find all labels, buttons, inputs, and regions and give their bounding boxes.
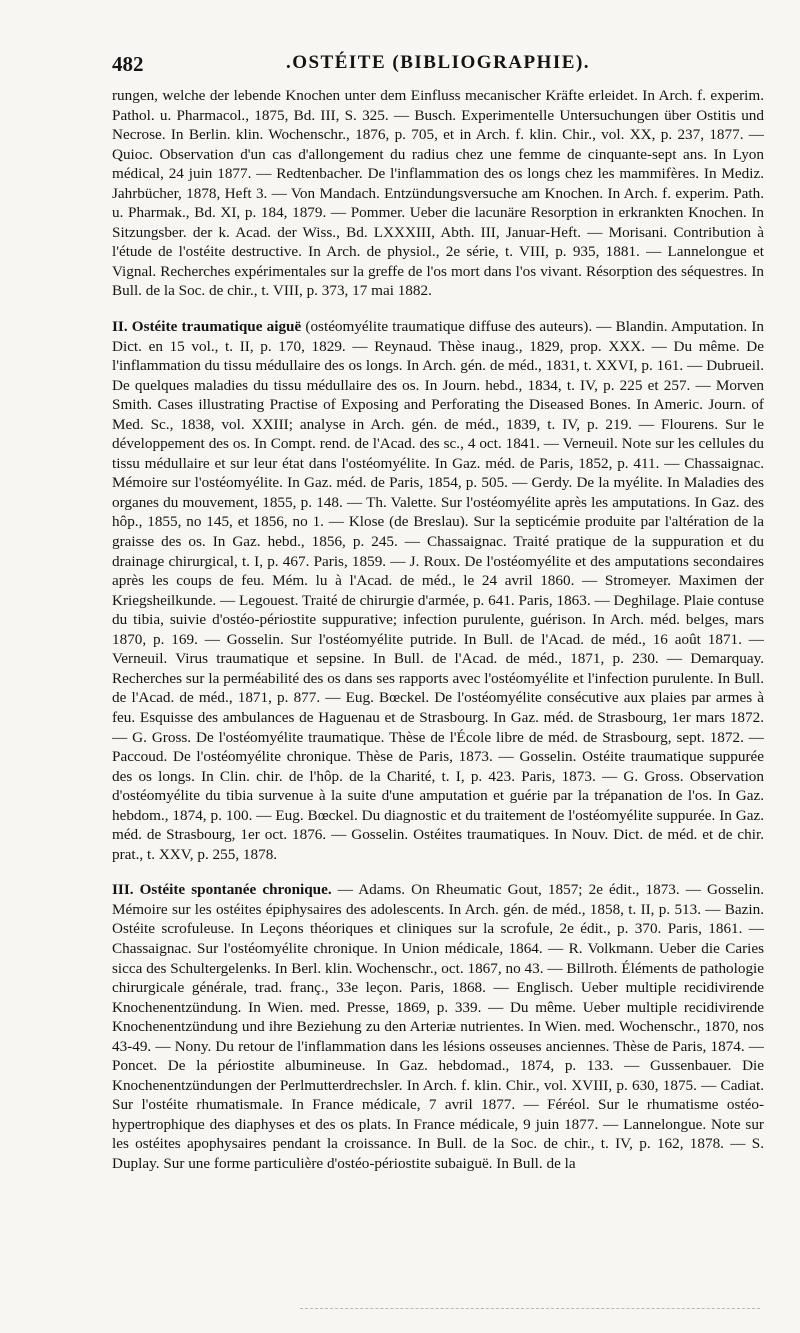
page-header	[112, 52, 764, 82]
paragraph-text: rungen, welche der lebende Knochen unter dem Einfluss mecanischer Kräfte erleidet. In Arch. f. experim. Pathol. u. Pharmacol., 1875, Bd. III, S. 325. — Busch. Experimentelle Untersuchungen über Ostitis und Necrose. In Berlin. klin. Wochenschr., 1876, p. 705, et in Arch. f. klin. Chir., vol. XX, p. 237, 1877. — Quioc. Observation d'un cas d'allongement du radius chez une femme de cinquante-sept ans. In Lyon médical, 24 juin 1877. — Redtenbacher. De l'inflammation des os longs chez les mammifères. In Mediz. Jahrbücher, 1878, Heft 3. — Von Mandach. Entzündungsversuche am Knochen. In Arch. f. experim. Path. u. Pharmak., Bd. XI, p. 184, 1879. — Pommer. Ueber die lacunäre Resorption in erkrankten Knochen. In Sitzungsber. der k. Acad. der Wiss., Bd. LXXXIII, Abth. III, Januar-Heft. — Morisani. Contribution à l'étude de l'ostéite destructive. In Arch. de physiol., 2e série, t. VIII, p. 935, 1881. — Lannelongue et Vignal. Recherches expérimentales sur la greffe de l'os mort dans l'os vivant. Résorption des séquestres. In Bull. de la Soc. de chir., t. VIII, p. 373, 17 mai 1882.	[112, 87, 764, 300]
bibliography-text	[112, 86, 764, 1174]
footer-rule	[300, 1308, 760, 1310]
section-heading: II. Ostéite traumatique aiguë	[112, 318, 306, 336]
section-traumatic-acute	[112, 317, 764, 864]
paragraph-text: — Adams. On Rheumatic Gout, 1857; 2e édit., 1873. — Gosselin. Mémoire sur les ostéites épiphysaires des adolescents. In Arch. gén. de méd., 1858, t. II, p. 513. — Bazin. Ostéite scrofuleuse. In Leçons théoriques et cliniques sur la scrofule, 2e édit., p. 370. Paris, 1861. — Chassaignac. Sur l'ostéomyélite chronique. In Union médicale, 1864. — R. Volkmann. Ueber die Caries sicca des Schultergelenks. In Berl. klin. Wochenschr., oct. 1867, no 43. — Billroth. Éléments de pathologie chirurgicale générale, trad. franç., 33e leçon. Paris, 1868. — Englisch. Ueber multiple recidivirende Knochenentzündung. In Wien. med. Presse, 1869, p. 339. — Du même. Ueber multiple recidivirende Knochenentzündung und ihre Beziehung zu den Arteriæ nutrientes. In Wien. med. Wochenschr., 1870, nos 43-49. — Nony. Du retour de l'inflammation dans les lésions osseuses anciennes. Thèse de Paris, 1874. — Poncet. De la périostite albumineuse. In Gaz. hebdomad., 1874, p. 133. — Gussenbauer. Die Knochenentzündungen der Perlmutterdrechsler. In Arch. f. klin. Chir., vol. XVIII, p. 630, 1875. — Cadiat. Sur l'ostéite rhumatismale. In France médicale, 7 avril 1877. — Féréol. Sur le rhumatisme ostéo-hypertrophique des diaphyses et des os plats. In France médicale, 9 juin 1877. — Lannelongue. Note sur les ostéites apophysaires pendant la croissance. In Bull. de la Soc. de chir., t. IV, p. 162, 1878. — S. Duplay. Sur une forme particulière d'ostéo-périostite subaiguë. In Bull. de la	[112, 881, 764, 1172]
paragraph-text: (ostéomyélite traumatique diffuse des auteurs). — Blandin. Amputation. In Dict. en 15 vol., t. II, p. 170, 1829. — Reynaud. Thèse inaug., 1829, prop. XXX. — Du même. De l'inflammation du tissu médullaire des os longs. In Arch. gén. de méd., 1831, t. XXVI, p. 161. — Dubrueil. De quelques maladies du tissu médullaire des os. In Journ. hebd., 1834, t. IV, p. 225 et 257. — Morven Smith. Cases illustrating Practise of Exposing and Perforating the Diseased Bones. In Americ. Journ. of Med. Sc., 1838, vol. XXIII; analyse in Arch. gén. de méd., 1839, t. IV, p. 219. — Flourens. Sur le développement des os. In Compt. rend. de l'Acad. des sc., 4 oct. 1841. — Verneuil. Note sur les cellules du tissu médullaire et sur leur état dans l'ostéomyélite. In Gaz. méd. de Paris, 1852, p. 411. — Chassaignac. Mémoire sur l'ostéomyélite. In Gaz. méd. de Paris, 1854, p. 505. — Gerdy. De la myélite. In Maladies des organes du mouvement, 1855, p. 148. — Th. Valette. Sur l'ostéomyélite après les amputations. In Gaz. des hôp., 1855, no 145, et 1856, no 1. — Klose (de Breslau). Sur la septicémie produite par l'altération de la graisse des os. In Gaz. hebd., 1856, p. 245. — Chassaignac. Traité pratique de la suppuration et du drainage chirurgical, t. I, p. 467. Paris, 1859. — J. Roux. De l'ostéomyélite et des amputations secondaires après les coups de feu. Mém. lu à l'Acad. de méd., le 24 avril 1860. — Stromeyer. Maximen der Kriegsheilkunde. — Legouest. Traité de chirurgie d'armée, p. 641. Paris, 1863. — Deghilage. Plaie contuse du tibia, suivie d'ostéo-périostite suppurative; infection purulente, guérison. In Arch. méd. belges, mars 1870, p. 169. — Gosselin. Sur l'ostéomyélite putride. In Bull. de l'Acad. de méd., 16 août 1871. — Verneuil. Virus traumatique et sepsine. In Bull. de l'Acad. de méd., 1871, p. 230. — Demarquay. Recherches sur la perméabilité des os dans ses rapports avec l'ostéomyélite et l'infection purulente. In Bull. de l'Acad. de méd., 1871, p. 877. — Eug. Bœckel. De l'ostéomyélite consécutive aux plaies par armes à feu. Esquisse des ambulances de Haguenau et de Strasbourg. In Gaz. méd. de Strasbourg, 1er mars 1872. — G. Gross. De l'ostéomyélite traumatique. Thèse de l'École libre de méd. de Strasbourg, sept. 1872. — Paccoud. De l'ostéomyélite chronique. Thèse de Paris, 1873. — Gosselin. Ostéite traumatique suppurée des os longs. In Clin. chir. de l'hôp. de la Charité, t. I, p. 423. Paris, 1873. — G. Gross. Observation d'ostéomyélite du tibia survenue à la suite d'une amputation et guérie par la trépanation de l'os. In Gaz. hebdom., 1874, p. 100. — Eug. Bœckel. Du diagnostic et du traitement de l'ostéomyélite suppurée. In Gaz. méd. de Strasbourg, 1er oct. 1876. — Gosselin. Ostéites traumatiques. In Nouv. Dict. de méd. et de chir. prat., t. XXV, p. 255, 1878.	[112, 318, 765, 863]
running-title: .OSTÉITE (BIBLIOGRAPHIE).	[285, 52, 591, 73]
section-heading: III. Ostéite spontanée chronique.	[112, 881, 338, 899]
continued-paragraph	[112, 86, 764, 301]
section-spontaneous-chronic	[112, 880, 764, 1173]
page-number: 482	[112, 52, 144, 76]
